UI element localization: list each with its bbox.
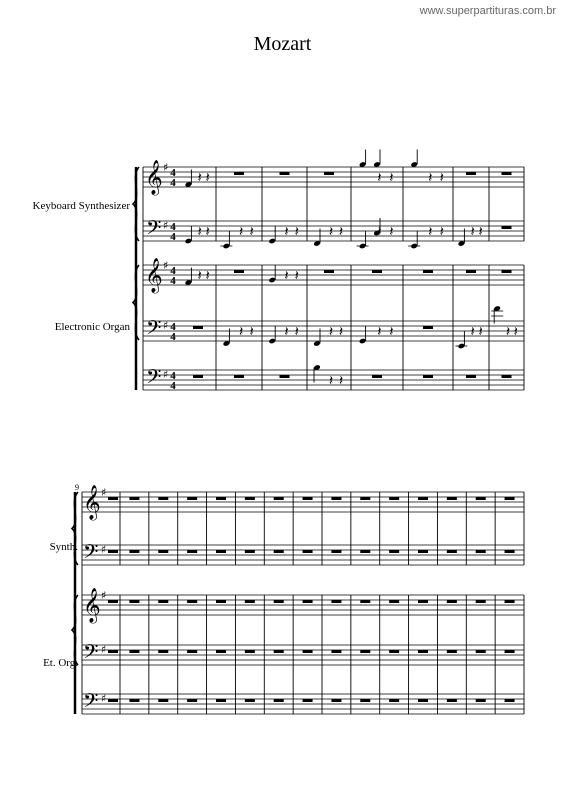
whole-rest-icon [331,600,341,603]
whole-rest-icon [193,375,203,378]
bass-clef-icon: 𝄢 [146,216,162,244]
whole-rest-icon [505,699,515,702]
whole-rest-icon [466,375,476,378]
key-sharp-icon: ♯ [101,692,107,705]
whole-rest-icon [129,699,139,702]
quarter-rest-icon: 𝄽 [439,170,444,186]
whole-rest-icon [447,650,457,653]
instrument-label-keyboard-synthesizer: Keyboard Synthesizer [32,200,130,212]
whole-rest-icon [447,699,457,702]
key-sharp-icon: ♯ [163,161,169,174]
quarter-rest-icon: 𝄽 [470,224,475,240]
whole-rest-icon [423,270,433,273]
whole-rest-icon [331,699,341,702]
quarter-rest-icon: 𝄽 [377,324,382,340]
key-sharp-icon: ♯ [101,543,107,556]
quarter-rest-icon: 𝄽 [439,224,444,240]
key-sharp-icon: ♯ [163,259,169,272]
whole-rest-icon [418,550,428,553]
whole-rest-icon [234,375,244,378]
whole-rest-icon [108,550,118,553]
quarter-rest-icon: 𝄽 [478,324,483,340]
whole-rest-icon [158,650,168,653]
whole-rest-icon [331,497,341,500]
whole-rest-icon [245,699,255,702]
whole-rest-icon [187,550,197,553]
quarter-rest-icon: 𝄽 [294,268,299,284]
whole-rest-icon [108,650,118,653]
quarter-rest-icon: 𝄽 [470,324,475,340]
treble-clef-icon: 𝄞 [83,588,101,623]
quarter-rest-icon: 𝄽 [389,324,394,340]
whole-rest-icon [360,600,370,603]
whole-rest-icon [505,650,515,653]
whole-rest-icon [245,600,255,603]
whole-rest-icon [158,550,168,553]
whole-rest-icon [476,550,486,553]
whole-rest-icon [216,600,226,603]
whole-rest-icon [447,550,457,553]
whole-rest-icon [447,497,457,500]
whole-rest-icon [216,650,226,653]
whole-rest-icon [360,550,370,553]
whole-rest-icon [502,172,512,175]
whole-rest-icon [158,600,168,603]
whole-rest-icon [129,600,139,603]
whole-rest-icon [418,600,428,603]
whole-rest-icon [418,497,428,500]
quarter-rest-icon: 𝄽 [284,268,289,284]
key-sharp-icon: ♯ [101,589,107,602]
quarter-rest-icon: 𝄽 [513,324,518,340]
bass-clef-icon: 𝄢 [83,640,99,668]
whole-rest-icon [505,550,515,553]
whole-rest-icon [187,650,197,653]
bass-clef-icon: 𝄢 [146,365,162,393]
bass-clef-icon: 𝄢 [83,689,99,717]
whole-rest-icon [389,650,399,653]
quarter-rest-icon: 𝄽 [197,170,202,186]
time-signature-bottom: 4 [170,331,176,343]
quarter-rest-icon: 𝄽 [389,170,394,186]
whole-rest-icon [274,497,284,500]
quarter-rest-icon: 𝄽 [197,224,202,240]
quarter-rest-icon: 𝄽 [338,224,344,240]
whole-rest-icon [389,497,399,500]
whole-rest-icon [303,600,313,603]
quarter-rest-icon: 𝄽 [205,224,210,240]
key-sharp-icon: ♯ [163,219,169,232]
time-signature-top: 4 [170,265,176,277]
whole-rest-icon [108,497,118,500]
whole-rest-icon [389,550,399,553]
whole-rest-icon [324,270,334,273]
whole-rest-icon [187,699,197,702]
quarter-rest-icon: 𝄽 [428,224,433,240]
whole-rest-icon [193,326,203,329]
quarter-rest-icon: 𝄽 [205,268,210,284]
site-watermark[interactable]: www.superpartituras.com.br [419,5,556,17]
whole-rest-icon [331,650,341,653]
whole-rest-icon [234,270,244,273]
whole-rest-icon [158,699,168,702]
whole-rest-icon [129,550,139,553]
whole-rest-icon [274,699,284,702]
quarter-rest-icon: 𝄽 [328,224,334,240]
whole-rest-icon [129,650,139,653]
whole-rest-icon [360,497,370,500]
time-signature-bottom: 4 [170,275,176,287]
whole-rest-icon [274,600,284,603]
whole-rest-icon [187,497,197,500]
time-signature-bottom: 4 [170,231,176,243]
whole-rest-icon [423,375,433,378]
quarter-rest-icon: 𝄽 [338,324,344,340]
whole-rest-icon [372,375,382,378]
whole-rest-icon [280,172,290,175]
whole-rest-icon [274,650,284,653]
treble-clef-icon: 𝄞 [145,160,163,195]
time-signature-bottom: 4 [170,380,176,392]
key-sharp-icon: ♯ [163,319,169,332]
time-signature-top: 4 [170,167,176,179]
whole-rest-icon [245,650,255,653]
whole-rest-icon [466,172,476,175]
whole-rest-icon [447,600,457,603]
whole-rest-icon [234,172,244,175]
instrument-label-synth: Synth. [49,541,78,553]
whole-rest-icon [476,600,486,603]
quarter-rest-icon: 𝄽 [478,224,483,240]
whole-rest-icon [216,497,226,500]
whole-rest-icon [187,600,197,603]
whole-rest-icon [303,699,313,702]
quarter-rest-icon: 𝄽 [294,224,299,240]
instrument-label-organ: Et. Org. [43,657,78,669]
treble-clef-icon: 𝄞 [145,258,163,293]
whole-rest-icon [502,375,512,378]
whole-rest-icon [324,172,334,175]
quarter-rest-icon: 𝄽 [249,224,254,240]
key-sharp-icon: ♯ [101,643,107,656]
time-signature-top: 4 [170,321,176,333]
whole-rest-icon [216,699,226,702]
whole-rest-icon [274,550,284,553]
score-title: Mozart [253,33,312,55]
whole-rest-icon [502,270,512,273]
whole-rest-icon [303,550,313,553]
time-signature-top: 4 [170,221,176,233]
whole-rest-icon [108,699,118,702]
whole-rest-icon [108,600,118,603]
key-sharp-icon: ♯ [163,368,169,381]
quarter-rest-icon: 𝄽 [284,224,289,240]
time-signature-top: 4 [170,370,176,382]
whole-rest-icon [129,497,139,500]
instrument-label-electronic-organ: Electronic Organ [54,321,130,333]
whole-rest-icon [476,497,486,500]
measure-number: 9 [75,483,79,492]
quarter-rest-icon: 𝄽 [505,324,511,340]
whole-rest-icon [360,699,370,702]
whole-rest-icon [502,226,512,229]
whole-rest-icon [476,650,486,653]
whole-rest-icon [389,600,399,603]
whole-rest-icon [360,650,370,653]
whole-rest-icon [245,497,255,500]
quarter-rest-icon: 𝄽 [377,224,382,240]
time-signature-bottom: 4 [170,177,176,189]
quarter-rest-icon: 𝄽 [238,324,244,340]
whole-rest-icon [303,497,313,500]
treble-clef-icon: 𝄞 [83,485,101,520]
quarter-rest-icon: 𝄽 [389,224,394,240]
quarter-rest-icon: 𝄽 [294,324,299,340]
whole-rest-icon [303,650,313,653]
whole-rest-icon [505,497,515,500]
whole-rest-icon [280,375,290,378]
quarter-rest-icon: 𝄽 [377,170,382,186]
whole-rest-icon [245,550,255,553]
quarter-rest-icon: 𝄽 [284,324,289,340]
quarter-rest-icon: 𝄽 [249,324,254,340]
quarter-rest-icon: 𝄽 [328,324,334,340]
quarter-rest-icon: 𝄽 [197,268,202,284]
quarter-rest-icon: 𝄽 [428,170,433,186]
whole-rest-icon [418,699,428,702]
quarter-rest-icon: 𝄽 [238,224,244,240]
quarter-rest-icon: 𝄽 [205,170,210,186]
bass-clef-icon: 𝄢 [146,316,162,344]
whole-rest-icon [423,326,433,329]
quarter-rest-icon: 𝄽 [338,373,344,389]
key-sharp-icon: ♯ [101,486,107,499]
whole-rest-icon [466,270,476,273]
whole-rest-icon [418,650,428,653]
bass-clef-icon: 𝄢 [83,540,99,568]
whole-rest-icon [331,550,341,553]
quarter-rest-icon: 𝄽 [328,373,334,389]
whole-rest-icon [389,699,399,702]
whole-rest-icon [476,699,486,702]
whole-rest-icon [505,600,515,603]
whole-rest-icon [216,550,226,553]
whole-rest-icon [372,270,382,273]
whole-rest-icon [158,497,168,500]
